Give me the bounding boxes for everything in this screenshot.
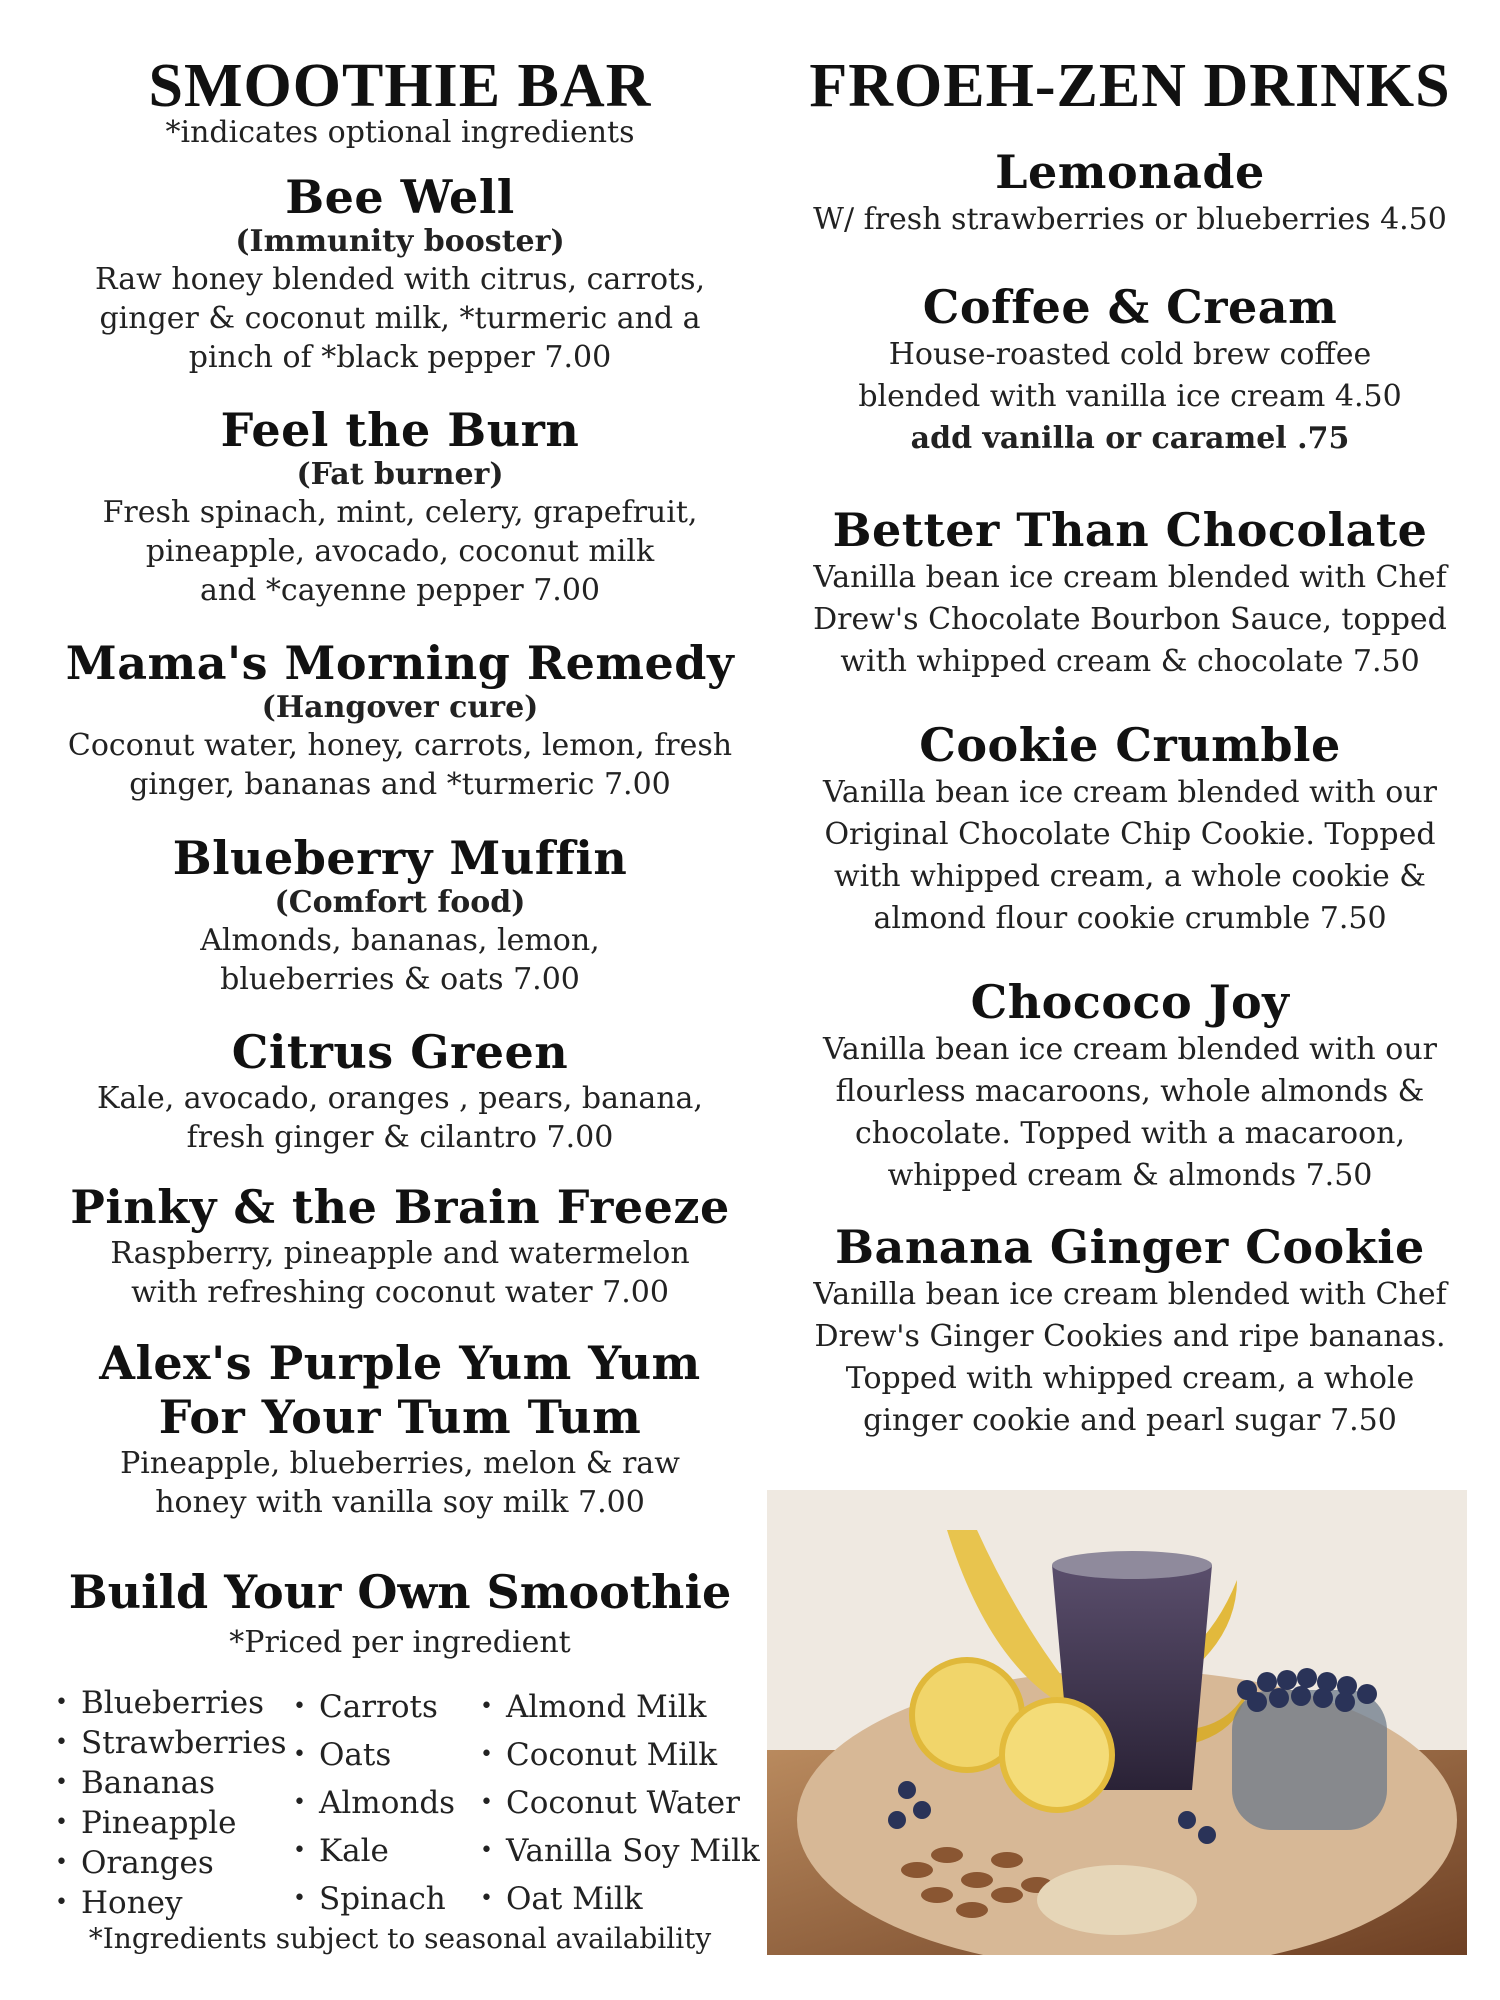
item-subtitle: (Comfort food)	[274, 885, 526, 920]
ingredient-item: • Pineapple	[55, 1803, 287, 1843]
menu-item-lemonade	[790, 145, 1470, 241]
smoothie-bar-title: SMOOTHIE BAR	[148, 52, 652, 120]
menu-item-citrus-green	[40, 1025, 760, 1157]
menu-item-feel-the-burn	[40, 403, 760, 610]
item-description: Almonds, bananas, lemon, blueberries & oats 7.00	[200, 923, 600, 997]
item-name: Alex's Purple Yum Yum For Your Tum Tum	[99, 1336, 701, 1444]
ingredient-item: • Oats	[293, 1731, 455, 1779]
priced-per-ingredient-note: *Priced per ingredient	[229, 1625, 571, 1660]
item-subtitle: (Fat burner)	[296, 457, 504, 492]
menu-item-blueberry-muffin	[40, 831, 760, 999]
item-addon: add vanilla or caramel .75	[910, 421, 1350, 456]
item-subtitle: (Hangover cure)	[261, 690, 539, 725]
ingredient-item: • Carrots	[293, 1683, 455, 1731]
ingredient-item: • Oranges	[55, 1843, 287, 1883]
item-name: Coffee & Cream	[922, 280, 1338, 334]
item-description: Coconut water, honey, carrots, lemon, fresh ginger, bananas and *turmeric 7.00	[67, 728, 733, 802]
item-description: House-roasted cold brew coffee blended with vanilla ice cream 4.50	[858, 337, 1402, 414]
ingredient-item: • Strawberries	[55, 1723, 287, 1763]
seasonal-availability-note: *Ingredients subject to seasonal availability	[88, 1922, 712, 1955]
item-name: Mama's Morning Remedy	[65, 636, 735, 690]
menu-item-better-than-chocolate	[790, 503, 1470, 683]
item-name: Blueberry Muffin	[172, 831, 628, 885]
smoothie-cup-rim	[1052, 1551, 1212, 1579]
ingredient-list-veg	[293, 1683, 455, 1923]
ingredient-item: • Blueberries	[55, 1683, 287, 1723]
item-description: W/ fresh strawberries or blueberries 4.50	[813, 202, 1447, 237]
menu-item-banana-ginger-cookie	[790, 1220, 1470, 1442]
smoothie-photo	[767, 1490, 1467, 1955]
item-description: Raspberry, pineapple and watermelon with refreshing coconut water 7.00	[110, 1236, 690, 1310]
item-description: Vanilla bean ice cream blended with Chef Drew's Ginger Cookies and ripe bananas. Topped with whipped cream, a whole ginger cookie and pearl sugar 7.50	[813, 1277, 1447, 1438]
ingredient-item: • Bananas	[55, 1763, 287, 1803]
item-description: Raw honey blended with citrus, carrots, ginger & coconut milk, *turmeric and a pinch of *black pepper 7.00	[94, 262, 706, 375]
menu-item-mamas-morning-remedy	[40, 636, 760, 804]
menu-item-alexs-purple-yum-yum	[40, 1336, 760, 1522]
ingredient-list-bases	[480, 1683, 760, 1923]
item-name: Citrus Green	[231, 1025, 569, 1079]
item-subtitle: (Immunity booster)	[235, 224, 565, 259]
item-description: Fresh spinach, mint, celery, grapefruit, pineapple, avocado, coconut milk and *cayenne pepper 7.00	[102, 495, 698, 608]
froeh-zen-title: FROEH-ZEN DRINKS	[809, 52, 1451, 120]
ingredient-item: • Coconut Milk	[480, 1731, 760, 1779]
menu-item-cookie-crumble	[790, 718, 1470, 940]
item-name: Cookie Crumble	[919, 718, 1341, 772]
item-description: Kale, avocado, oranges , pears, banana, fresh ginger & cilantro 7.00	[97, 1081, 703, 1155]
oats	[1037, 1865, 1197, 1935]
item-description: Vanilla bean ice cream blended with our flourless macaroons, whole almonds & chocolate. Topped with a macaroon, whipped cream & almonds 7.50	[823, 1032, 1437, 1193]
smoothie-photo-illustration	[767, 1490, 1467, 1955]
item-name: Chococo Joy	[970, 975, 1290, 1029]
item-name: Lemonade	[995, 145, 1265, 199]
ingredient-item: • Spinach	[293, 1875, 455, 1923]
build-your-own-title: Build Your Own Smoothie	[68, 1565, 732, 1619]
ingredient-item: • Almonds	[293, 1779, 455, 1827]
menu-item-pinky-brain-freeze	[40, 1180, 760, 1312]
item-name: Bee Well	[285, 170, 515, 224]
item-description: Vanilla bean ice cream blended with our Original Chocolate Chip Cookie. Topped with whipped cream, a whole cookie & almond flour cookie crumble 7.50	[823, 775, 1437, 936]
item-name: Feel the Burn	[220, 403, 580, 457]
menu-item-coffee-cream	[790, 280, 1470, 460]
item-description: Pineapple, blueberries, melon & raw honey with vanilla soy milk 7.00	[120, 1446, 680, 1520]
menu-item-bee-well	[40, 170, 760, 377]
ingredient-item: • Vanilla Soy Milk	[480, 1827, 760, 1875]
ingredient-item: • Kale	[293, 1827, 455, 1875]
lemon-half	[1002, 1700, 1112, 1810]
ingredient-list-fruits	[55, 1683, 287, 1923]
ingredient-item: • Honey	[55, 1883, 287, 1923]
optional-ingredients-note: *indicates optional ingredients	[165, 115, 635, 150]
ingredient-item: • Coconut Water	[480, 1779, 760, 1827]
item-name: Pinky & the Brain Freeze	[70, 1180, 730, 1234]
ingredient-item: • Oat Milk	[480, 1875, 760, 1923]
ingredient-item: • Almond Milk	[480, 1683, 760, 1731]
menu-item-chococo-joy	[790, 975, 1470, 1197]
item-name: Better Than Chocolate	[832, 503, 1428, 557]
item-description: Vanilla bean ice cream blended with Chef Drew's Chocolate Bourbon Sauce, topped with whipped cream & chocolate 7.50	[813, 560, 1447, 679]
item-name: Banana Ginger Cookie	[835, 1220, 1425, 1274]
